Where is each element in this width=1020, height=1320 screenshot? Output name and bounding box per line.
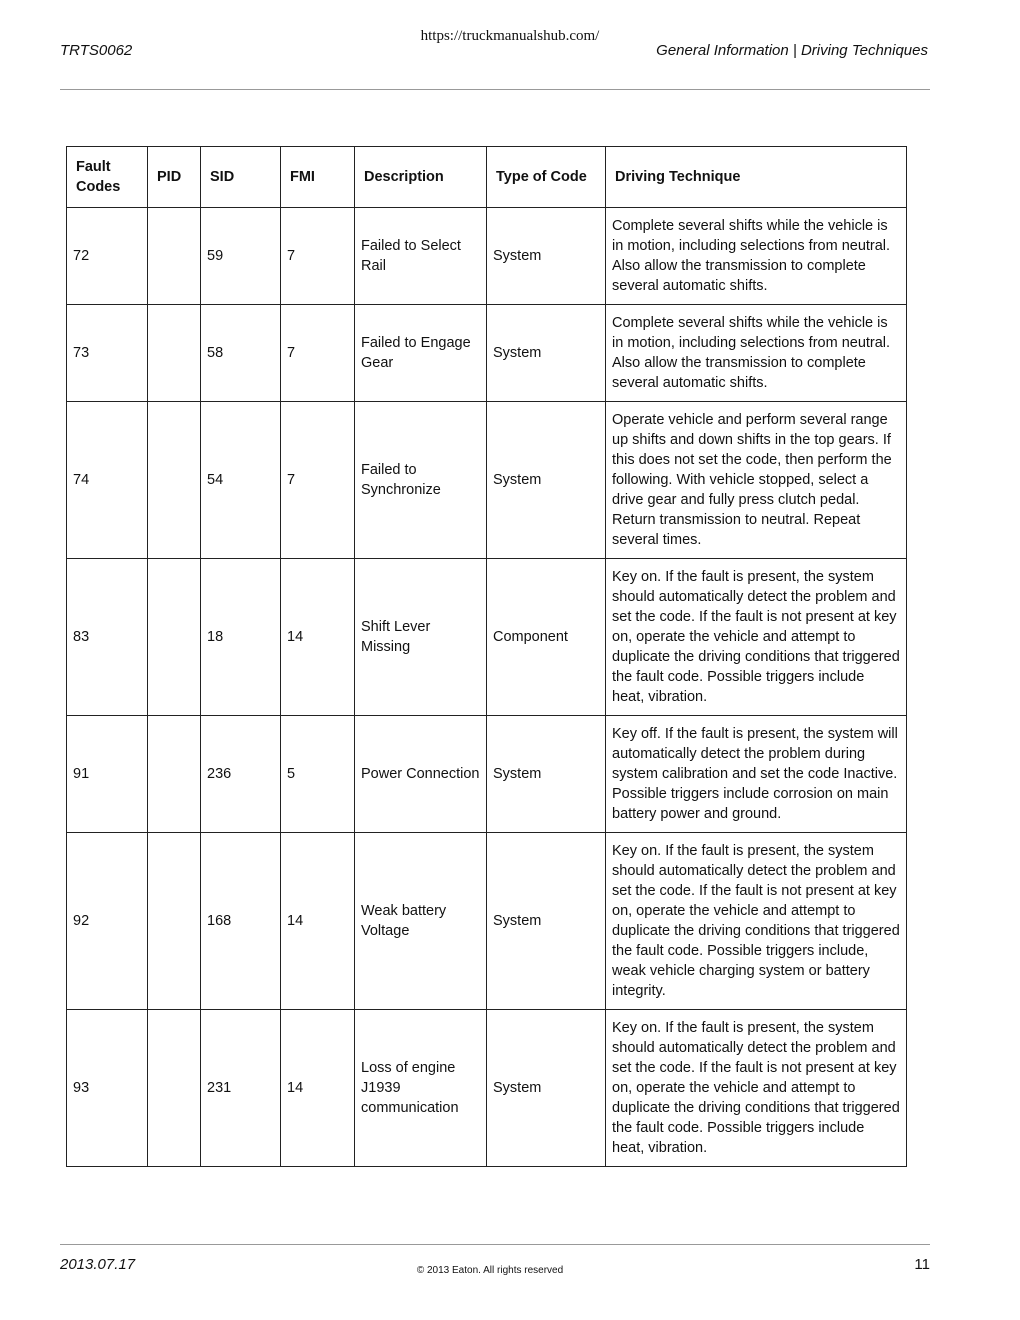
cell-fmi: 7 <box>281 208 355 305</box>
cell-type: System <box>487 208 606 305</box>
cell-sid: 58 <box>201 305 281 402</box>
cell-fmi: 14 <box>281 833 355 1010</box>
cell-description: Power Connection <box>355 716 487 833</box>
cell-pid <box>148 208 201 305</box>
cell-type: System <box>487 305 606 402</box>
cell-technique: Complete several shifts while the vehicle is in motion, including selections from neutral. Also allow the transmission to complete several automatic shifts. <box>606 305 907 402</box>
cell-sid: 236 <box>201 716 281 833</box>
cell-sid: 54 <box>201 402 281 559</box>
cell-type: System <box>487 833 606 1010</box>
cell-fault-code: 74 <box>67 402 148 559</box>
cell-description: Shift Lever Missing <box>355 559 487 716</box>
cell-fault-code: 73 <box>67 305 148 402</box>
table-row <box>67 305 907 402</box>
header-pid: PID <box>148 147 201 208</box>
cell-type: Component <box>487 559 606 716</box>
cell-pid <box>148 1010 201 1167</box>
document-id: TRTS0062 <box>60 42 133 59</box>
cell-pid <box>148 305 201 402</box>
cell-fault-code: 92 <box>67 833 148 1010</box>
cell-technique: Key on. If the fault is present, the system should automatically detect the problem and set the code. If the fault is not present at key on, operate the vehicle and attempt to duplicate the driving conditions that triggered the fault code. Possible triggers include heat, vibration. <box>606 559 907 716</box>
header-description: Description <box>355 147 487 208</box>
cell-technique: Key on. If the fault is present, the system should automatically detect the problem and set the code. If the fault is not present at key on, operate the vehicle and attempt to duplicate the driving conditions that triggered the fault code. Possible triggers include heat, vibration. <box>606 1010 907 1167</box>
table-row <box>67 716 907 833</box>
cell-sid: 18 <box>201 559 281 716</box>
table-row <box>67 559 907 716</box>
cell-description: Failed to Synchronize <box>355 402 487 559</box>
table-row <box>67 1010 907 1167</box>
cell-sid: 59 <box>201 208 281 305</box>
cell-pid <box>148 402 201 559</box>
cell-pid <box>148 833 201 1010</box>
cell-type: System <box>487 716 606 833</box>
cell-pid <box>148 559 201 716</box>
cell-technique: Complete several shifts while the vehicle is in motion, including selections from neutral. Also allow the transmission to complete several automatic shifts. <box>606 208 907 305</box>
cell-fault-code: 83 <box>67 559 148 716</box>
header-technique: Driving Technique <box>606 147 907 208</box>
header-type: Type of Code <box>487 147 606 208</box>
cell-pid <box>148 716 201 833</box>
cell-fmi: 14 <box>281 559 355 716</box>
cell-description: Failed to Engage Gear <box>355 305 487 402</box>
header-sid: SID <box>201 147 281 208</box>
cell-technique: Key on. If the fault is present, the system should automatically detect the problem and set the code. If the fault is not present at key on, operate the vehicle and attempt to duplicate the driving conditions that triggered the fault code. Possible triggers include, weak vehicle charging system or battery integrity. <box>606 833 907 1010</box>
cell-fault-code: 72 <box>67 208 148 305</box>
cell-description: Failed to Select Rail <box>355 208 487 305</box>
footer-date: 2013.07.17 <box>60 1256 136 1273</box>
fault-code-table <box>66 146 907 1167</box>
footer-copyright: © 2013 Eaton. All rights reserved <box>416 1265 564 1276</box>
header-fault-codes: Fault Codes <box>67 147 148 208</box>
section-title: General Information | Driving Techniques <box>656 42 928 59</box>
header-fmi: FMI <box>281 147 355 208</box>
cell-fault-code: 93 <box>67 1010 148 1167</box>
source-url: https://truckmanualshub.com/ <box>420 28 600 44</box>
footer-divider <box>60 1244 930 1245</box>
cell-sid: 231 <box>201 1010 281 1167</box>
cell-fmi: 14 <box>281 1010 355 1167</box>
cell-description: Weak battery Voltage <box>355 833 487 1010</box>
table-row <box>67 402 907 559</box>
cell-fmi: 7 <box>281 305 355 402</box>
cell-technique: Key off. If the fault is present, the system will automatically detect the problem during system calibration and set the code Inactive. Possible triggers include corrosion on main battery power and ground. <box>606 716 907 833</box>
table-header-row <box>67 147 907 208</box>
page-number: 11 <box>914 1256 930 1273</box>
cell-fmi: 5 <box>281 716 355 833</box>
header-divider <box>60 89 930 90</box>
table-row <box>67 833 907 1010</box>
cell-technique: Operate vehicle and perform several range up shifts and down shifts in the top gears. If this does not set the code, then perform the following. With vehicle stopped, select a drive gear and fully press clutch pedal. Return transmission to neutral. Repeat several times. <box>606 402 907 559</box>
cell-type: System <box>487 1010 606 1167</box>
table-row <box>67 208 907 305</box>
cell-fmi: 7 <box>281 402 355 559</box>
cell-description: Loss of engine J1939 communication <box>355 1010 487 1167</box>
cell-type: System <box>487 402 606 559</box>
cell-sid: 168 <box>201 833 281 1010</box>
cell-fault-code: 91 <box>67 716 148 833</box>
